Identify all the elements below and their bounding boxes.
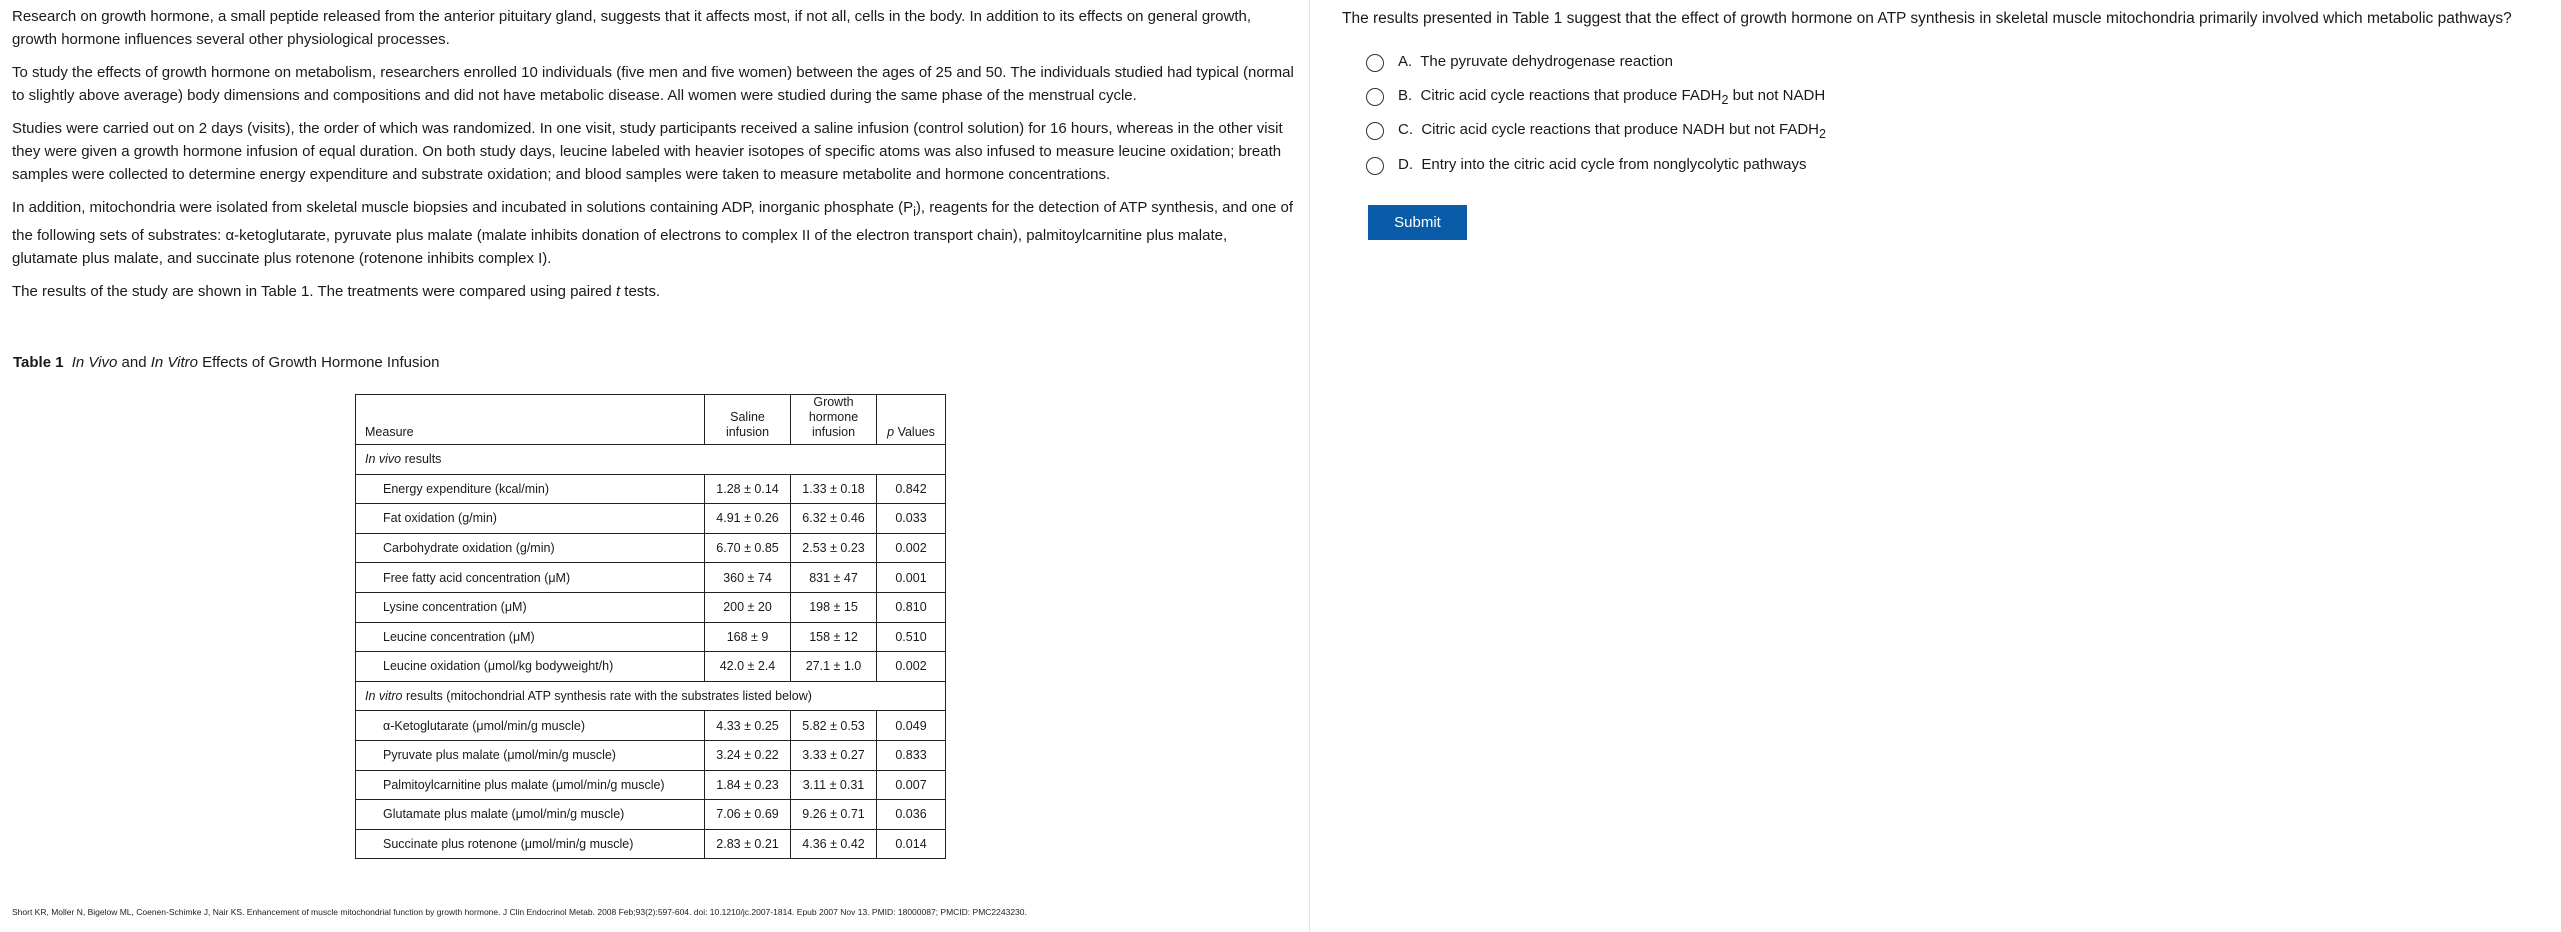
option-text: The pyruvate dehydrogenase reaction (1420, 53, 1673, 70)
table-caption-text: and (117, 354, 151, 371)
cell-growth-hormone: 3.11 ± 0.31 (791, 770, 877, 800)
cell-measure: Palmitoylcarnitine plus malate (μmol/min/g muscle) (356, 770, 705, 800)
passage-text: tests. (620, 283, 661, 300)
cell-measure: Lysine concentration (μM) (356, 592, 705, 622)
cell-measure: Free fatty acid concentration (μM) (356, 563, 705, 593)
subscript: i (913, 205, 916, 219)
option-text: Citric acid cycle reactions that produce NADH but not FADH (1421, 121, 1820, 138)
cell-measure: α-Ketoglutarate (μmol/min/g muscle) (356, 711, 705, 741)
cell-growth-hormone: 198 ± 15 (791, 592, 877, 622)
submit-button[interactable]: Submit (1368, 205, 1467, 240)
cell-p-value: 0.036 (877, 800, 946, 830)
column-header-saline (705, 395, 791, 445)
option-letter: C. (1398, 121, 1413, 138)
option-letter: A. (1398, 53, 1413, 70)
table-caption-text: Effects of Growth Hormone Infusion (197, 354, 440, 371)
table-header-row (356, 395, 946, 445)
table-row (356, 474, 946, 504)
table-row (356, 622, 946, 652)
table-row (356, 533, 946, 563)
answer-option-label (1398, 87, 1825, 107)
cell-measure: Leucine oxidation (μmol/kg bodyweight/h) (356, 652, 705, 682)
section-text: results (401, 452, 442, 467)
radio-button-icon[interactable] (1366, 157, 1384, 175)
passage-paragraph-5 (12, 280, 1297, 303)
cell-saline: 360 ± 74 (705, 563, 791, 593)
table-row (356, 652, 946, 682)
section-row-in-vitro (356, 681, 946, 711)
column-header-saline-text: Saline infusion (725, 410, 770, 439)
table-caption-italic: In Vivo (71, 354, 118, 371)
cell-measure: Energy expenditure (kcal/min) (356, 474, 705, 504)
column-header-p-values (877, 395, 946, 445)
table-row (356, 740, 946, 770)
cell-p-value: 0.001 (877, 563, 946, 593)
cell-measure: Leucine concentration (μM) (356, 622, 705, 652)
cell-p-value: 0.033 (877, 504, 946, 534)
cell-measure: Succinate plus rotenone (μmol/min/g muscle) (356, 829, 705, 859)
cell-saline: 1.28 ± 0.14 (705, 474, 791, 504)
cell-growth-hormone: 27.1 ± 1.0 (791, 652, 877, 682)
option-subscript: 2 (1819, 127, 1826, 141)
cell-growth-hormone: 6.32 ± 0.46 (791, 504, 877, 534)
answer-option-label (1398, 53, 1673, 73)
table-caption-italic: In Vitro (150, 354, 198, 371)
table-caption-label: Table 1 (13, 354, 64, 371)
cell-p-value: 0.002 (877, 652, 946, 682)
option-letter: D. (1398, 156, 1413, 173)
results-table-wrapper (355, 394, 946, 859)
cell-measure: Glutamate plus malate (μmol/min/g muscle) (356, 800, 705, 830)
cell-saline: 7.06 ± 0.69 (705, 800, 791, 830)
option-letter: B. (1398, 87, 1413, 104)
cell-saline: 1.84 ± 0.23 (705, 770, 791, 800)
option-subscript: 2 (1721, 93, 1729, 107)
cell-growth-hormone: 9.26 ± 0.71 (791, 800, 877, 830)
section-row-in-vivo (356, 445, 946, 475)
cell-growth-hormone: 158 ± 12 (791, 622, 877, 652)
cell-p-value: 0.842 (877, 474, 946, 504)
radio-button-icon[interactable] (1366, 88, 1384, 106)
cell-growth-hormone: 4.36 ± 0.42 (791, 829, 877, 859)
column-header-measure: Measure (356, 395, 705, 445)
cell-saline: 168 ± 9 (705, 622, 791, 652)
answer-option-c[interactable] (1366, 118, 1826, 144)
cell-saline: 42.0 ± 2.4 (705, 652, 791, 682)
option-text: Entry into the citric acid cycle from nonglycolytic pathways (1421, 156, 1807, 173)
section-label-in-vivo (356, 445, 946, 475)
answer-option-label (1398, 156, 1807, 176)
cell-p-value: 0.810 (877, 592, 946, 622)
column-header-gh-text: Growth hormone infusion (808, 395, 859, 439)
cell-growth-hormone: 3.33 ± 0.27 (791, 740, 877, 770)
radio-button-icon[interactable] (1366, 54, 1384, 72)
radio-button-icon[interactable] (1366, 122, 1384, 140)
section-label-in-vitro (356, 681, 946, 711)
column-header-p-italic: p (887, 425, 895, 439)
cell-saline: 4.33 ± 0.25 (705, 711, 791, 741)
citation: Short KR, Moller N, Bigelow ML, Coenen-Schimke J, Nair KS. Enhancement of muscle mitochondrial function by growth hormone. J Clin Endocrinol Metab. 2008 Feb;93(2):597-604. doi: 10.1210/jc.2007-1814. Epub 2007 Nov 13. PMID: 18000087; PMCID: PMC2243230. (12, 907, 1027, 917)
question-stem: The results presented in Table 1 suggest that the effect of growth hormone on ATP synthesis in skeletal muscle mitochondria primarily involved which metabolic pathways? (1342, 10, 2512, 27)
table-row (356, 563, 946, 593)
section-italic: In vivo (365, 452, 402, 467)
answer-option-a[interactable] (1366, 50, 1673, 76)
passage-paragraph-2: To study the effects of growth hormone on metabolism, researchers enrolled 10 individuals (five men and five women) between the ages of 25 and 50. The individuals studied had typical (normal to slightly above average) body dimensions and compositions and did not have metabolic disease. All women were studied during the same phase of the menstrual cycle. (12, 64, 1294, 104)
question-panel (1310, 0, 2561, 932)
column-header-p-text: Values (894, 425, 935, 439)
answer-option-label (1398, 121, 1826, 141)
table-row (356, 711, 946, 741)
table-row (356, 800, 946, 830)
cell-p-value: 0.510 (877, 622, 946, 652)
section-text: results (mitochondrial ATP synthesis rate with the substrates listed below) (402, 689, 812, 704)
answer-option-b[interactable] (1366, 84, 1825, 110)
passage-paragraph-1: Research on growth hormone, a small peptide released from the anterior pituitary gland, suggests that it affects most, if not all, cells in the body. In addition to its effects on general growth, growth hormone influences several other physiological processes. (12, 8, 1252, 48)
passage (12, 5, 1297, 313)
cell-p-value: 0.007 (877, 770, 946, 800)
passage-text: The results of the study are shown in Table 1. The treatments were compared using paired (12, 283, 616, 300)
passage-italic: t (615, 283, 621, 300)
cell-measure: Carbohydrate oxidation (g/min) (356, 533, 705, 563)
cell-p-value: 0.833 (877, 740, 946, 770)
results-table (355, 394, 946, 859)
cell-saline: 2.83 ± 0.21 (705, 829, 791, 859)
cell-growth-hormone: 1.33 ± 0.18 (791, 474, 877, 504)
cell-growth-hormone: 831 ± 47 (791, 563, 877, 593)
cell-measure: Pyruvate plus malate (μmol/min/g muscle) (356, 740, 705, 770)
cell-saline: 6.70 ± 0.85 (705, 533, 791, 563)
table-row (356, 504, 946, 534)
option-text: but not NADH (1728, 87, 1826, 104)
option-text: Citric acid cycle reactions that produce FADH (1420, 87, 1722, 104)
table-row (356, 770, 946, 800)
cell-saline: 200 ± 20 (705, 592, 791, 622)
section-italic: In vitro (365, 689, 403, 704)
passage-paragraph-3: Studies were carried out on 2 days (visits), the order of which was randomized. In one visit, study participants received a saline infusion (control solution) for 16 hours, whereas in the other visit they were given a growth hormone infusion of equal duration. On both study days, leucine labeled with heavier isotopes of specific atoms was also infused to measure leucine oxidation; breath samples were collected to determine energy expenditure and substrate oxidation; and blood samples were taken to measure metabolite and hormone concentrations. (12, 120, 1283, 183)
cell-p-value: 0.014 (877, 829, 946, 859)
passage-paragraph-4 (12, 196, 1297, 270)
table-caption (13, 351, 439, 374)
cell-saline: 4.91 ± 0.26 (705, 504, 791, 534)
cell-growth-hormone: 2.53 ± 0.23 (791, 533, 877, 563)
cell-p-value: 0.002 (877, 533, 946, 563)
column-header-growth-hormone (791, 395, 877, 445)
cell-measure: Fat oxidation (g/min) (356, 504, 705, 534)
table-row (356, 829, 946, 859)
cell-growth-hormone: 5.82 ± 0.53 (791, 711, 877, 741)
passage-text: In addition, mitochondria were isolated from skeletal muscle biopsies and incubated in solutions containing ADP, inorganic phosphate (P (12, 199, 914, 216)
cell-saline: 3.24 ± 0.22 (705, 740, 791, 770)
answer-option-d[interactable] (1366, 153, 1807, 179)
cell-p-value: 0.049 (877, 711, 946, 741)
passage-text: ), reagents for the detection of ATP synthesis, and one of the following sets of substrates: α-ketoglutarate, pyruvate plus malate (malate inhibits donation of electrons to complex II of the electron transport chain), palmitoylcarnitine plus malate, glutamate plus malate, and succinate plus rotenone (rotenone inhibits complex I). (12, 199, 1294, 267)
table-row (356, 592, 946, 622)
